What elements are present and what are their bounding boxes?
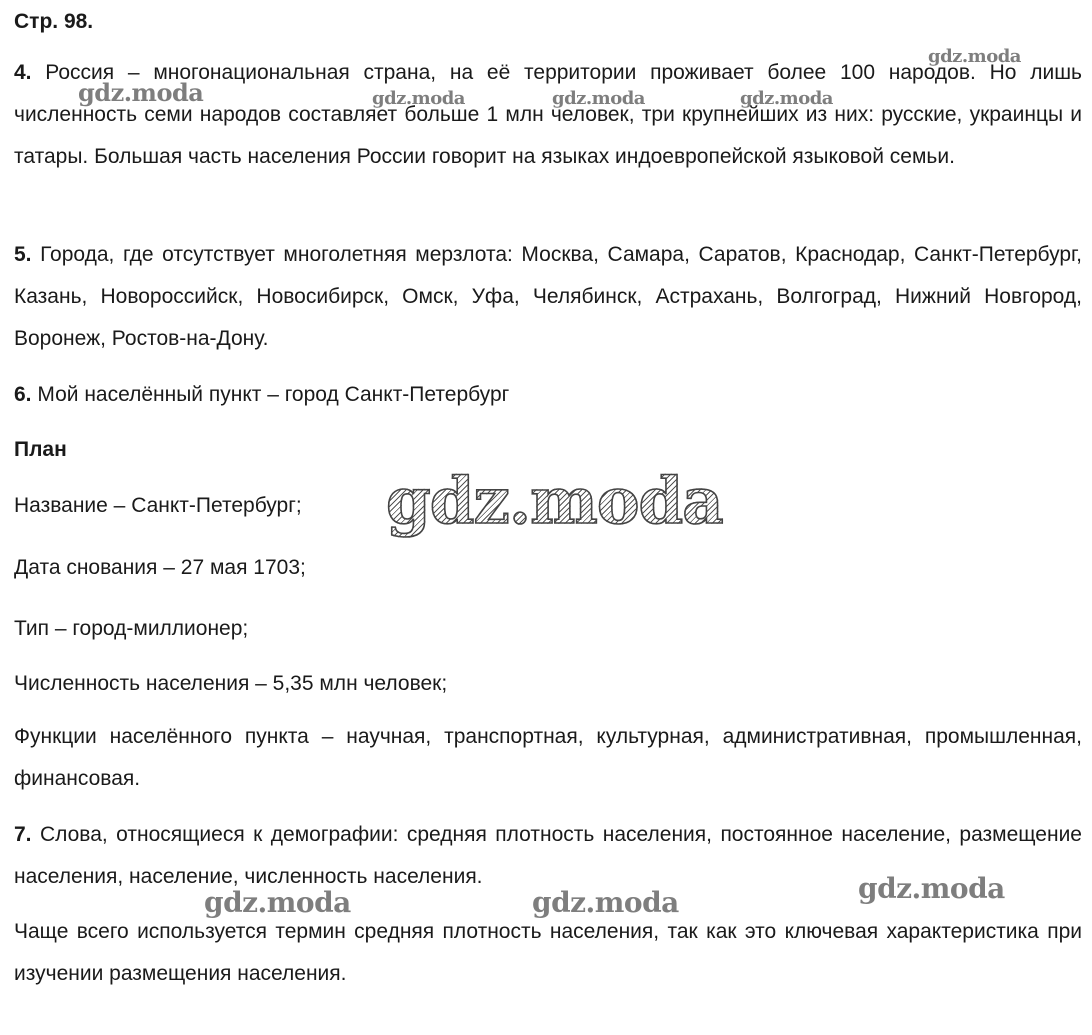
answer-7-number: 7.	[14, 823, 32, 846]
watermark: gdz.moda	[204, 886, 351, 919]
answer-7-conclusion: Чаще всего используется термин средняя плотность населения, так как это ключевая характеристика при изучении размещения населения.	[14, 920, 1082, 985]
watermark: gdz.moda	[78, 78, 204, 107]
answer-7	[14, 814, 1082, 898]
plan-date: Дата снования – 27 мая 1703;	[14, 556, 306, 579]
page-header: Стр. 98.	[14, 10, 94, 33]
watermark: gdz.moda	[928, 46, 1021, 67]
watermark: gdz.moda	[740, 88, 833, 109]
answer-5	[14, 234, 1082, 360]
plan-functions: Функции населённого пункта – научная, транспортная, культурная, административная, промышленная, финансовая.	[14, 725, 1082, 790]
answer-4	[14, 52, 1082, 178]
plan-title: План	[14, 438, 67, 461]
watermark: gdz.moda	[532, 886, 679, 919]
answer-6-number: 6.	[14, 383, 32, 406]
answer-6-text: Мой населённый пункт – город Санкт-Петербург	[31, 383, 510, 406]
plan-population: Численность населения – 5,35 млн человек;	[14, 672, 448, 695]
answer-6	[14, 381, 509, 409]
watermark: gdz.moda	[858, 872, 1005, 905]
answer-5-text: Города, где отсутствует многолетняя мерзлота: Москва, Самара, Саратов, Краснодар, Санкт-Петербург, Казань, Новороссийск, Новосибирск, Омск, Уфа, Челябинск, Астрахань, Волгоград, Нижний Новгород, Воронеж, Ростов-на-Дону.	[14, 243, 1082, 350]
watermark: gdz.moda	[372, 88, 465, 109]
answer-4-text: Россия – многонациональная страна, на её территории проживает более 100 народов. Но лишь численность семи народов составляет больше 1 млн человек, три крупнейших из них: русские, украинцы и татары. Большая часть населения России говорит на языках индоевропейской языковой семьи.	[14, 61, 1082, 168]
answer-5-number: 5.	[14, 243, 32, 266]
answer-7-text: Слова, относящиеся к демографии: средняя плотность населения, постоянное население, размещение населения, население, численность населения.	[14, 823, 1082, 888]
plan-name: Название – Санкт-Петербург;	[14, 494, 302, 517]
watermark-large: gdz.moda	[386, 464, 723, 539]
watermark: gdz.moda	[552, 88, 645, 109]
answer-4-number: 4.	[14, 61, 32, 84]
plan-type: Тип – город-миллионер;	[14, 617, 249, 640]
